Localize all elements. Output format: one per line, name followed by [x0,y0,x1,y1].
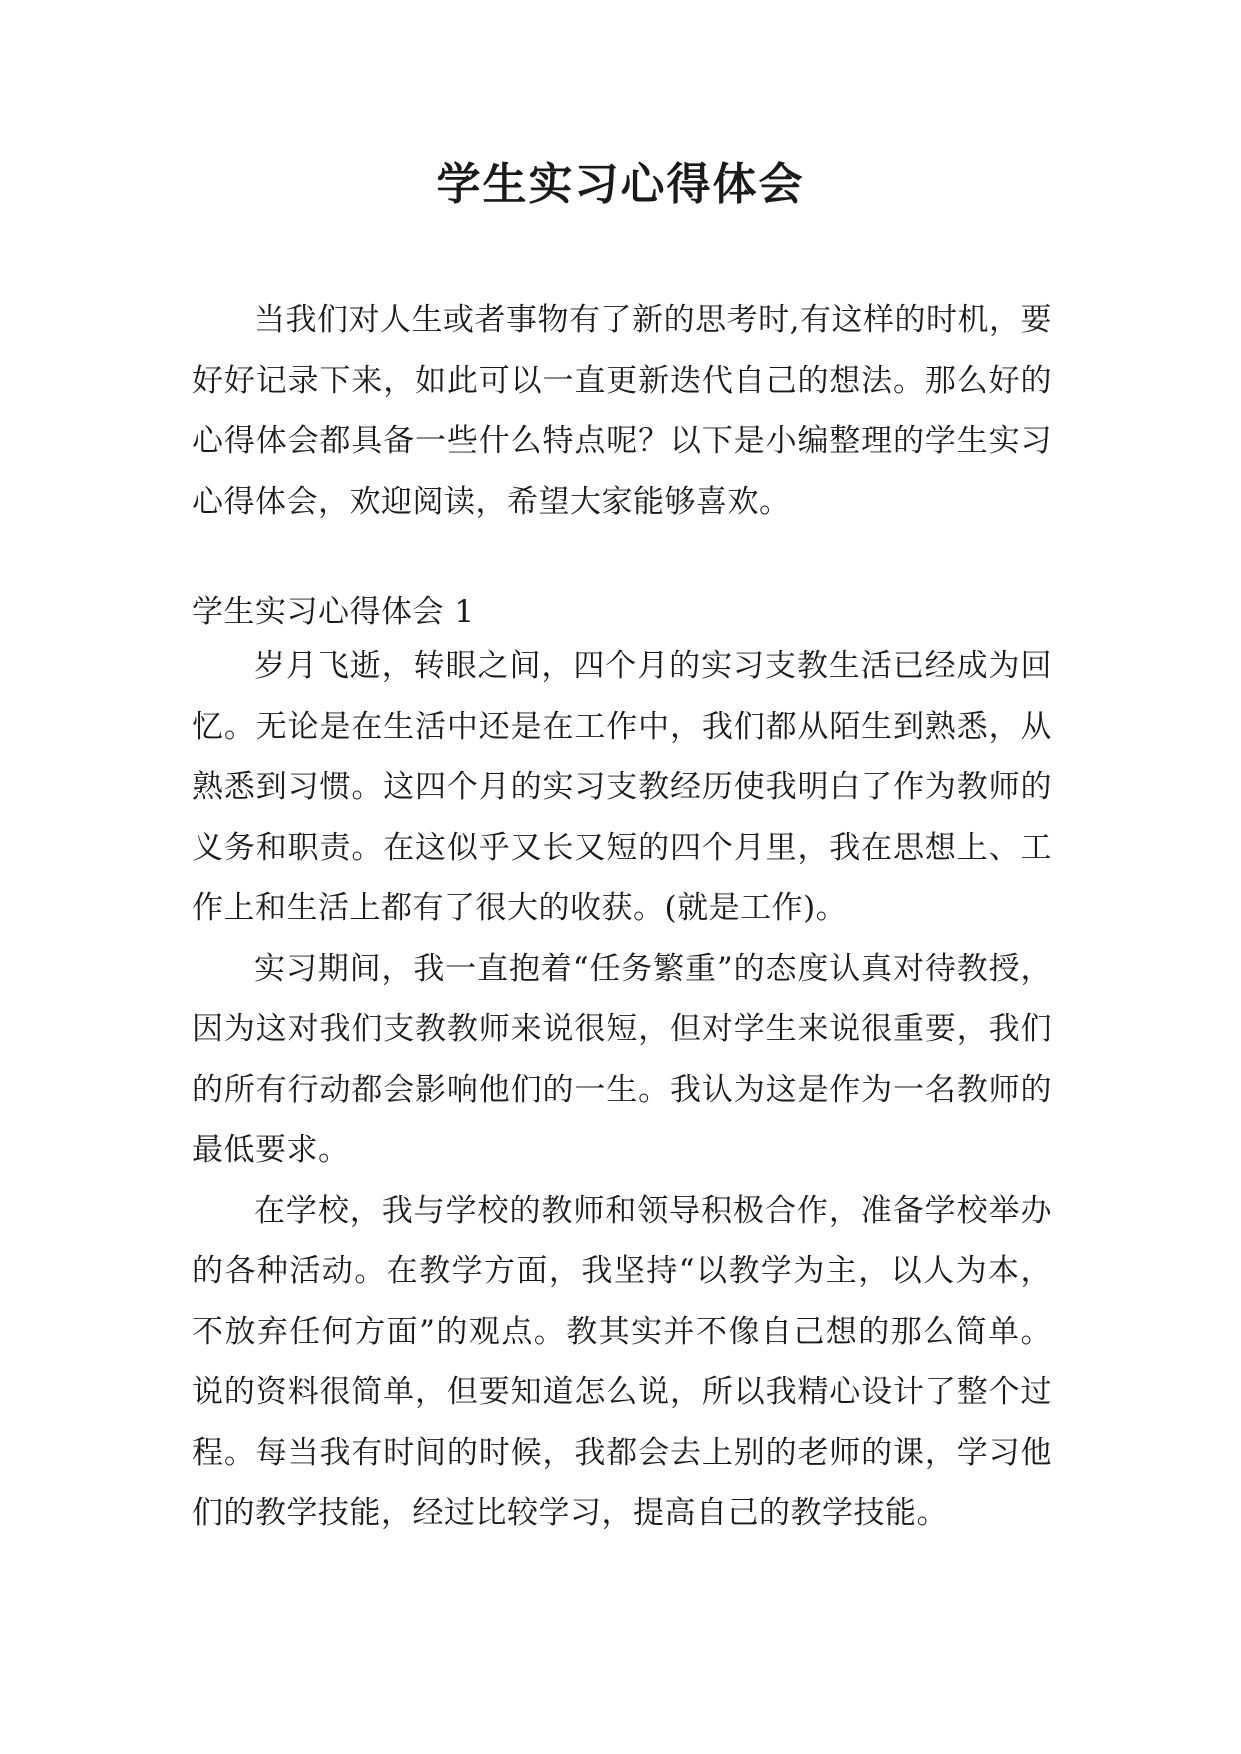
body-paragraph-1: 岁月飞逝，转眼之间，四个月的实习支教生活已经成为回忆。无论是在生活中还是在工作中，我们都从陌生到熟悉，从熟悉到习惯。这四个月的实习支教经历使我明白了作为教师的义务和职责。在这似乎又长又短的四个月里，我在思想上、工作上和生活上都有了很大的收获。(就是工作)。 [192,648,1052,926]
body-paragraph-2: 实习期间，我一直抱着“任务繁重”的态度认真对待教授，因为这对我们支教教师来说很短，但对学生来说很重要，我们的所有行动都会影响他们的一生。我认为这是作为一名教师的最低要求。 [192,950,1052,1168]
section-body [192,636,1052,1544]
intro-section [192,290,1052,532]
section-heading: 学生实习心得体会 1 [192,594,475,630]
intro-paragraph: 当我们对人生或者事物有了新的思考时,有这样的时机，要好好记录下来，如此可以一直更新迭代自己的想法。那么好的心得体会都具备一些什么特点呢？以下是小编整理的学生实习心得体会，欢迎阅读，希望大家能够喜欢。 [192,302,1052,520]
body-paragraph-3: 在学校，我与学校的教师和领导积极合作，准备学校举办的各种活动。在教学方面，我坚持“以教学为主，以人为本，不放弃任何方面”的观点。教其实并不像自己想的那么简单。说的资料很简单，但要知道怎么说，所以我精心设计了整个过程。每当我有时间的时候，我都会去上别的老师的课，学习他们的教学技能，经过比较学习，提高自己的教学技能。 [192,1192,1052,1531]
document-title: 学生实习心得体会 [436,159,805,210]
